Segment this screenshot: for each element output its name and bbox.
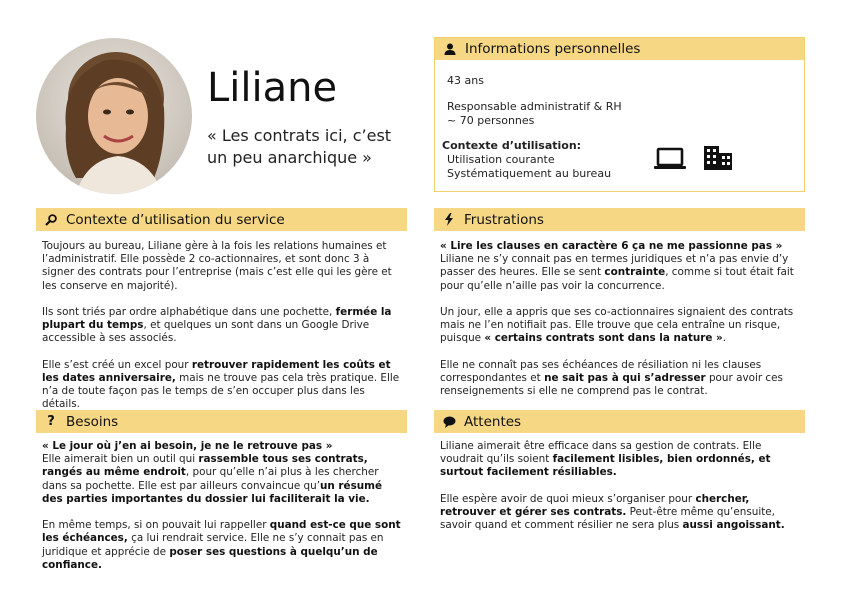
attentes-title: Attentes	[464, 413, 522, 430]
laptop-icon	[653, 147, 687, 175]
info-age: 43 ans	[447, 74, 484, 87]
search-icon	[44, 213, 58, 227]
info-team: ~ 70 personnes	[447, 114, 535, 127]
question-mark-icon: ?	[47, 414, 55, 429]
frustrations-title: Frustrations	[464, 211, 544, 228]
persona-photo	[36, 38, 192, 194]
attentes-paragraph-1: Liliane aimerait être efficace dans sa gestion de contrats. Elle voudrait qu’ils soient facilement lisibles, bien ordonnés, et surtout facilement résiliables.	[440, 440, 771, 479]
portrait-image	[36, 38, 192, 194]
besoins-header	[36, 410, 407, 433]
besoins-paragraph-1: « Le jour où j’en ai besoin, je ne le retrouve pas » Elle aimerait bien un outil qui rassemble tous ses contrats, rangés au même endroit, pour qu’elle n’ai plus à les chercher dans sa pochette. Elle est par ailleurs convaincue qu’un résumé des parties importantes du dossier lui faciliterait la vie.	[42, 440, 383, 505]
info-context-label: Contexte d’utilisation:	[442, 139, 582, 152]
frustrations-paragraph-3: Elle ne connaît pas ses échéances de résiliation ni les clauses correspondantes et ne sait pas à qui s’adresser pour avoir ces renseignements si elle ne comprend pas le contrat.	[440, 358, 783, 398]
frustrations-paragraph-2: Un jour, elle a appris que ses co-actionnaires signaient des contrats mais ne l’en notifiait pas. Elle trouve que cela entraîne un risque, puisque « certains contrats sont dans la nature ».	[440, 306, 794, 345]
persona-name: Liliane	[207, 65, 338, 111]
contexte-title: Contexte d’utilisation du service	[66, 211, 285, 228]
frustrations-header	[434, 208, 805, 231]
speech-bubble-icon	[442, 415, 456, 429]
contexte-body	[42, 240, 404, 425]
info-panel	[434, 37, 805, 192]
info-usage: Utilisation courante	[447, 153, 555, 166]
attentes-body	[440, 440, 802, 546]
contexte-paragraph-3: Elle s’est créé un excel pour retrouver rapidement les coûts et les dates anniversaire, mais ne trouve pas cela très pratique. Elle n’a de toute façon pas le temps de s’en occuper plus dans les détails.	[42, 358, 400, 411]
contexte-header	[36, 208, 407, 231]
persona-quote: « Les contrats ici, c’est un peu anarchique »	[207, 126, 392, 167]
office-building-icon	[703, 145, 733, 175]
info-header	[435, 38, 804, 60]
user-icon	[443, 42, 457, 56]
frustrations-body	[440, 240, 802, 412]
info-role: Responsable administratif & RH	[447, 100, 622, 113]
contexte-paragraph-2: Ils sont triés par ordre alphabétique dans une pochette, fermée la plupart du temps, et quelques un sont dans un Google Drive accessible à ses associés.	[42, 306, 392, 345]
besoins-paragraph-2: En même temps, si on pouvait lui rappeller quand est-ce que sont les échéances, ça lui rendrait service. Elle ne s’y connait pas en juridique et apprécie de poser ses questions à quelqu’un de confiance.	[42, 519, 401, 571]
info-title: Informations personnelles	[465, 41, 641, 57]
besoins-body	[42, 440, 404, 585]
besoins-title: Besoins	[66, 413, 119, 430]
info-place: Systématiquement au bureau	[447, 167, 612, 180]
frustrations-paragraph-1: « Lire les clauses en caractère 6 ça ne me passionne pas » Liliane ne s’y connait pas en termes juridiques et n’a pas envie d’y passer des heures. Elle se sent contrainte, comme si tout était fait pour qu’elle n’aille pas voir la concurrence.	[440, 240, 794, 292]
attentes-header	[434, 410, 805, 433]
attentes-paragraph-2: Elle espère avoir de quoi mieux s’organiser pour chercher, retrouver et gérer ses contrats. Peut-être même qu’ensuite, savoir quand et comment résilier ne sera plus aussi angoissant.	[440, 492, 785, 532]
contexte-paragraph-1: Toujours au bureau, Liliane gère à la fois les relations humaines et l’administratif. Elle possède 2 co-actionnaires, et sont donc 3 à signer des contrats pour l’entreprise (mais c’est elle qui les gère et les conserve en majorité).	[42, 240, 392, 292]
lightning-icon	[442, 213, 456, 227]
